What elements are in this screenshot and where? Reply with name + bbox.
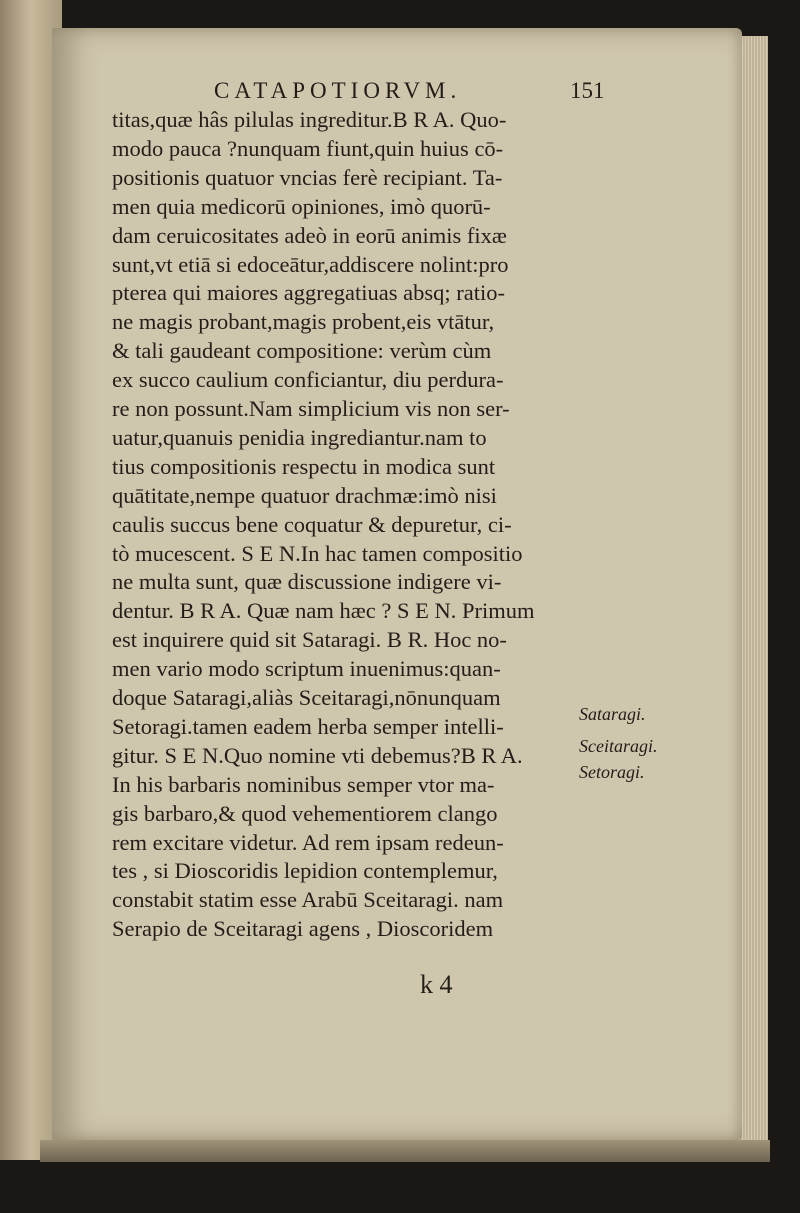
text-line: Serapio de Sceitaragi agens , Dioscoridem [112,916,494,942]
text-line: positionis quatuor vncias ferè recipiant. Ta- [112,164,503,190]
text-line: re non possunt.Nam simplicium vis non ser- [112,396,510,421]
page-number: 151 [570,78,605,103]
book-bottom-edge [40,1140,770,1162]
text-line: doque Sataragi,aliàs Sceitaragi,nōnunquam [112,685,501,710]
margin-note: Sceitaragi. [579,736,658,756]
text-line: ne magis probant,magis probent,eis vtātur, [112,309,495,335]
page-fore-edge [738,36,768,1161]
text-line: modo pauca ?nunquam fiunt,quin huius cō- [112,135,504,161]
text-line: quātitate,nempe quatuor drachmæ:imò nisi [112,482,497,508]
text-line: uatur,quanuis penidia ingrediantur.nam to [112,424,487,450]
text-line: est inquirere quid sit Sataragi. B R. Hoc no- [112,627,507,653]
text-line: tius compositionis respectu in modica sunt [112,453,496,479]
text-line: & tali gaudeant compositione: verùm cùm [112,338,492,364]
text-line: constabit statim esse Arabū Sceitaragi. nam [112,887,504,913]
text-line: tes , si Dioscoridis lepidion contemplemur, [112,858,498,884]
text-line: pterea qui maiores aggregatiuas absq; ratio- [112,280,505,306]
text-line: titas,quæ hâs pilulas ingreditur.B R A. Quo- [112,107,507,132]
text-line: Setoragi.tamen eadem herba semper intelli- [112,713,504,739]
text-line: sunt,vt etiā si edoceātur,addiscere nolint:pro [112,251,509,277]
text-line: In his barbaris nominibus semper vtor ma- [112,771,495,797]
text-line: caulis succus bene coquatur & depuretur, ci- [112,511,512,537]
text-line: rem excitare videtur. Ad rem ipsam redeun- [112,829,504,855]
text-line: tò mucescent. S E N.In hac tamen compositio [112,540,523,566]
text-line: ex succo caulium conficiantur, diu perdura- [112,367,504,393]
text-line: ne multa sunt, quæ discussione indigere vi- [112,569,502,595]
text-line: men vario modo scriptum inuenimus:quan- [112,656,501,682]
margin-note: Sataragi. [579,704,646,724]
text-line: dentur. B R A. Quæ nam hæc ? S E N. Primum [112,598,535,624]
text-line: gitur. S E N.Quo nomine vti debemus?B R A. [112,742,523,768]
running-head [0,78,800,108]
signature-mark: k 4 [420,970,453,999]
text-line: dam ceruicositates adeò in eorū animis fixæ [112,222,507,248]
running-head-title: CATAPOTIORVM. [214,78,462,103]
text-line: gis barbaro,& quod vehementiorem clango [112,800,498,826]
margin-note: Setoragi. [579,762,645,782]
text-line: men quia medicorū opiniones, imò quorū- [112,193,491,219]
